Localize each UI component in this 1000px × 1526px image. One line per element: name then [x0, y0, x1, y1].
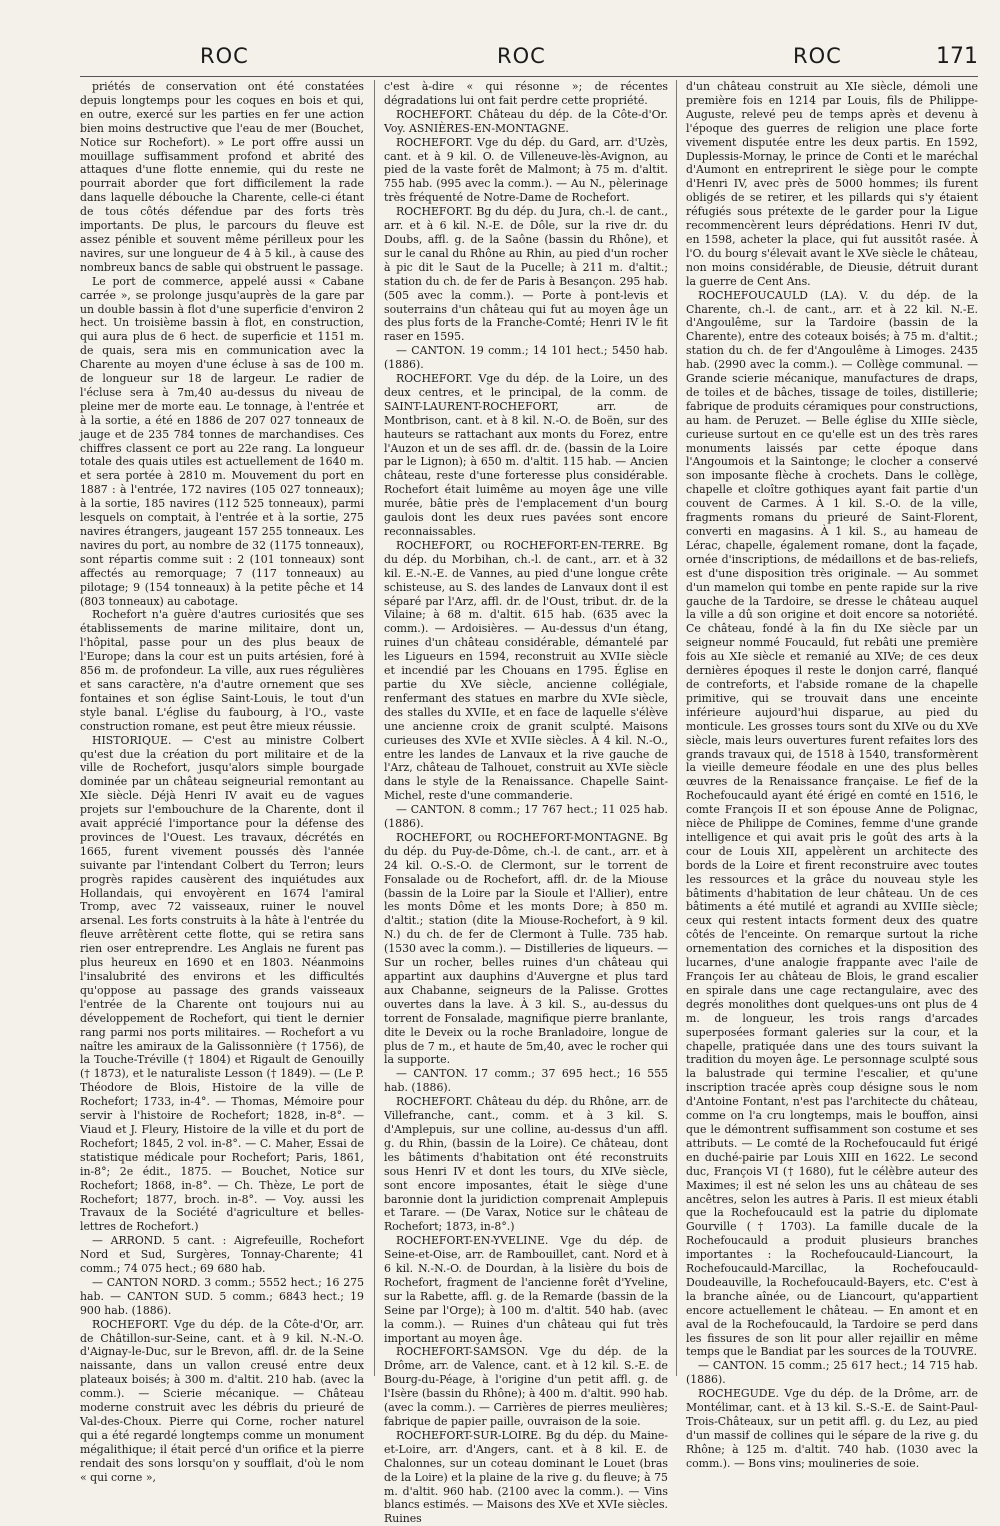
entry: ROCHEFORT. Bg du dép. du Jura, ch.-l. de cant., arr. et à 6 kil. N.-E. de Dôle, sur la rive dr. du Doubs, affl. g. de la Saône (bassin du Rhône), et sur le canal du Rhône au Rhin, au pied d'un rocher à pic dit le Saut de la Pucelle; à 211 m. d'altit.; station du ch. de fer de Paris à Besançon. 295 hab. (505 avec la comm.). — Porte à pont-levis et souterrains d'un château qui fut au moyen âge un des plus forts de la Franche-Comté; Henri IV le fit raser en 1595. [384, 205, 668, 344]
paragraph: HISTORIQUE. — C'est au ministre Colbert qu'est due la création du port militaire et de la ville de Rochefort, jusqu'alors simple bourgade dominée par un château seigneurial remontant au XIe siècle. Déjà Henri IV avait eu de vagues projets sur l'embouchure de la Charente, dont il avait apprécié l'importance pour la défense des provinces de l'Ouest. Les travaux, décrétés en 1665, furent vivement poussés dès l'année suivante par l'intendant Colbert du Terron; leurs progrès rapides causèrent des inquiétudes aux Hollandais, qui envoyèrent en 1674 l'amiral Tromp, avec 72 vaisseaux, ruiner le nouvel arsenal. Les forts construits à la hâte à l'entrée du fleuve arrêtèrent cette flotte, qui se retira sans rien oser entreprendre. Les Anglais ne furent pas plus heureux en 1690 et en 1803. Néanmoins l'insalubrité des environs et les difficultés qu'oppose au passage des grands vaisseaux l'entrée de la Charente ont toujours nui au développement de Rochefort, qui tient le dernier rang parmi nos ports militaires. — Rochefort a vu naître les amiraux de la Galissonnière († 1756), de la Touche-Tréville († 1804) et Rigault de Genouilly († 1873), et le naturaliste Lesson († 1849). — (Le P. Théodore de Blois, Histoire de la ville de Rochefort; 1733, in-4°. — Thomas, Mémoire pour servir à l'histoire de Rochefort; 1828, in-8°. — Viaud et J. Fleury, Histoire de la ville et du port de Rochefort; 1845, 2 vol. in-8°. — C. Maher, Essai de statistique médicale pour Rochefort; Paris, 1861, in-8°; 2e édit., 1875. — Bouchet, Notice sur Rochefort; 1868, in-8°. — Ch. Thèze, Le port de Rochefort; 1877, broch. in-8°. — Voy. aussi les Travaux de la Société d'agriculture et belles-lettres de Rochefort.) [80, 733, 364, 1234]
canton-stats: — CANTON. 8 comm.; 17 767 hect.; 11 025 hab. (1886). [384, 803, 668, 831]
column-divider [374, 80, 375, 1376]
entry: ROCHEGUDE. Vge du dép. de la Drôme, arr. de Montélimar, cant. et à 13 kil. S.-S.-E. de Saint-Paul-Trois-Châteaux, sur un petit affl. g. du Lez, au pied d'un massif de collines qui le sépare de la rive g. du Rhône; à 125 m. d'altit. 740 hab. (1030 avec la comm.). — Bons vins; moulineries de soie. [686, 1387, 978, 1470]
paragraph: Rochefort n'a guère d'autres curiosités que ses établissements de marine militaire, dont un, l'hôpital, passe pour un des plus beaux de l'Europe; dans la cour est un puits artésien, foré à 856 m. de profondeur. La ville, aux rues régulières et sans caractère, n'a d'autre ornement que ses fontaines et son église Saint-Louis, le tout d'un style banal. L'église du faubourg, à l'O., vaste construction romane, est peut être mieux réussie. [80, 608, 364, 733]
entry: ROCHEFORT, ou ROCHEFORT-EN-TERRE. Bg du dép. du Morbihan, ch.-l. de cant., arr. et à 32 kil. E.-N.-E. de Vannes, au pied d'une longue crête schisteuse, au S. des landes de Lanvaux dont il est séparé par l'Arz, affl. dr. de l'Oust, tribut. dr. de la Vilaine; à 68 m. d'altit. 615 hab. (635 avec la comm.). — Ardoisières. — Au-dessus d'un étang, ruines d'un château considérable, démantelé par les Ligueurs en 1594, reconstruit au XVIIe siècle et incendié par les Chouans en 1795. Église en partie du XVe siècle, ancienne collégiale, renfermant des statues en marbre du XVIe siècle, des stalles du XVIIe, et en face de laquelle s'élève une ancienne croix de granit sculpté. Maisons curieuses des XVIe et XVIIe siècles. À 4 kil. N.-O., entre les landes de Lanvaux et la rive gauche de l'Arz, château de Talhouet, construit au XVIe siècle dans le style de la Renaissance. Chapelle Saint-Michel, reste d'une commanderie. [384, 538, 668, 803]
canton-stats: — CANTON. 15 comm.; 25 617 hect.; 14 715 hab. (1886). [686, 1359, 978, 1387]
entry: ROCHEFORT-EN-YVELINE. Vge du dép. de Seine-et-Oise, arr. de Rambouillet, cant. Nord et à 6 kil. N.-N.-O. de Dourdan, à la lisière du bois de Rochefort, fragment de l'ancienne forêt d'Yveline, sur la Rabette, affl. g. de la Remarde (bassin de la Seine par l'Orge); à 100 m. d'altit. 540 hab. (avec la comm.). — Ruines d'un château qui fut très important au moyen âge. [384, 1234, 668, 1345]
entry: ROCHEFORT-SUR-LOIRE. Bg du dép. du Maine-et-Loire, arr. d'Angers, cant. et à 8 kil. E. de Chalonnes, sur un coteau dominant le Louet (bras de la Loire) et la plaine de la rive g. du fleuve; à 75 m. d'altit. 960 hab. (2100 avec la comm.). — Vins blancs estimés. — Maisons des XVe et XVIe siècles. Ruines [384, 1428, 668, 1526]
running-head-right: ROC [793, 44, 842, 68]
header-rule [80, 76, 978, 77]
column-3 [686, 80, 978, 1470]
entry: ROCHEFORT. Vge du dép. du Gard, arr. d'Uzès, cant. et à 9 kil. O. de Villeneuve-lès-Avignon, au pied de la vaste forêt de Malmont; à 75 m. d'altit. 755 hab. (995 avec la comm.). — Au N., pèlerinage très fréquenté de Notre-Dame de Rochefort. [384, 135, 668, 205]
entry: ROCHEFORT. Château du dép. du Rhône, arr. de Villefranche, cant., comm. et à 3 kil. S. d'Amplepuis, sur une colline, au-dessus d'un affl. g. du Rhin, (bassin de la Loire). Ce château, dont les bâtiments d'habitation ont été reconstruits sous Henri IV et dont les tours, du XIVe siècle, sont encore imposantes, était le siège d'une baronnie dont la juridiction comprenait Amplepuis et Tarare. — (De Varax, Notice sur le château de Rochefort; 1873, in-8°.) [384, 1095, 668, 1234]
column-2 [384, 80, 668, 1526]
entry: ROCHEFORT, ou ROCHEFORT-MONTAGNE. Bg du dép. du Puy-de-Dôme, ch.-l. de cant., arr. et à 24 kil. O.-S.-O. de Clermont, sur le torrent de Fonsalade ou de Rochefort, affl. dr. de la Miouse (bassin de la Loire par la Sioule et l'Allier), entre les monts Dôme et les monts Dore; à 850 m. d'altit.; station (dite la Miouse-Rochefort, à 9 kil. N.) du ch. de fer de Clermont à Tulle. 735 hab. (1530 avec la comm.). — Distilleries de liqueurs. — Sur un rocher, belles ruines d'un château qui appartint aux dauphins d'Auvergne et plus tard aux Chabanne, seigneurs de la Palisse. Grottes ouvertes dans la lave. À 3 kil. S., au-dessus du torrent de Fonsalade, magnifique pierre branlante, dite le Deveix ou la roche Branladoire, longue de plus de 7 m., et haute de 5m,40, avec le rocher qui la supporte. [384, 830, 668, 1067]
text-columns [80, 80, 978, 1526]
page-number: 171 [936, 44, 978, 69]
paragraph: Le port de commerce, appelé aussi « Cabane carrée », se prolonge jusqu'auprès de la gare par un double bassin à flot d'une superficie d'environ 2 hect. Un troisième bassin à flot, en construction, qui aura plus de 6 hect. de superficie et 1151 m. de quais, sera mis en communication avec la Charente au moyen d'une écluse à sas de 100 m. de longueur sur 18 de largeur. Le radier de l'écluse sera à 7m,40 au-dessus du niveau de pleine mer de morte eau. Le tonnage, à l'entrée et à la sortie, a été en 1886 de 207 027 tonneaux de jauge et de 235 784 tonnes de marchandises. Ces chiffres classent ce port au 22e rang. La longueur totale des quais utiles est actuellement de 1640 m. et sera portée à 2810 m. Mouvement du port en 1887 : à l'entrée, 172 navires (105 027 tonneaux); à la sortie, 185 navires (112 525 tonneaux), parmi lesquels on comptait, à l'entrée et à la sortie, 275 navires étrangers, jaugeant 157 255 tonneaux. Les navires du port, au nombre de 32 (1175 tonneaux), sont répartis comme suit : 2 (101 tonneaux) sont affectés au remorquage; 7 (117 tonneaux) au pilotage; 9 (154 tonneaux) à la petite pêche et 14 (803 tonneaux) au cabotage. [80, 274, 364, 608]
paragraph: — CANTON NORD. 3 comm.; 5552 hect.; 16 275 hab. — CANTON SUD. 5 comm.; 6843 hect.; 19 900 hab. (1886). [80, 1275, 364, 1317]
running-head-left: ROC [200, 44, 249, 68]
paragraph: c'est à-dire « qui résonne »; de récentes dégradations lui ont fait perdre cette propriété. [384, 80, 668, 107]
entry: ROCHEFORT-SAMSON. Vge du dép. de la Drôme, arr. de Valence, cant. et à 12 kil. S.-E. de Bourg-du-Péage, à l'origine d'un petit affl. g. de l'Isère (bassin du Rhône); à 400 m. d'altit. 990 hab. (avec la comm.). — Carrières de pierres meulières; fabrique de papier paille, ouvraison de la soie. [384, 1345, 668, 1428]
running-head [0, 44, 1000, 74]
entry: ROCHEFOUCAULD (LA). V. du dép. de la Charente, ch.-l. de cant., arr. et à 22 kil. N.-E. d'Angoulême, sur la Tardoire (bassin de la Charente), entre des coteaux boisés; à 75 m. d'altit.; station du ch. de fer d'Angoulême à Limoges. 2435 hab. (2990 avec la comm.). — Collège communal. — Grande scierie mécanique, manufactures de draps, de toiles et de bâches, tissage de toiles, distillerie; fabrique de produits céramiques pour constructions, au ham. de Peruzet. — Belle église du XIIIe siècle, curieuse surtout en ce qu'elle est un des très rares monuments laissés par cette époque dans l'Angoumois et la Saintonge; le clocher a conservé son imposante flèche à crochets. Dans le collège, chapelle et cloître gothiques ayant fait partie d'un couvent de Carmes. À 1 kil. S.-O. de la ville, fragments romans du prieuré de Saint-Florent, converti en magasins. À 1 kil. S., au hameau de Lérac, chapelle, également romane, dont la façade, ornée d'inscriptions, de médaillons et de bas-reliefs, est d'une disposition très originale. — Au sommet d'un mamelon qui tombe en pente rapide sur la rive gauche de la Tardoire, se dresse le château auquel la ville a dû son origine et doit encore sa notoriété. Ce château, fondé à la fin du IXe siècle par un seigneur nommé Foucauld, fut rebâti une première fois au XIe siècle et remanié au XIVe; de ces deux dernières époques il reste le donjon carré, flanqué de contreforts, et l'abside romane de la chapelle primitive, qui se trouvait dans une enceinte inférieure aujourd'hui disparue, au pied du monticule. Les grosses tours sont du XIVe ou du XVe siècle, mais leurs ouvertures furent refaites lors des grands travaux qui, de 1518 à 1540, transformèrent la vieille demeure féodale en une des plus belles œuvres de la Renaissance française. Le fief de la Rochefoucauld ayant été érigé en comté en 1516, le comte François II et son épouse Anne de Polignac, nièce de Philippe de Comines, femme d'une grande intelligence et qui avait pris le goût des arts à la cour de Louis XII, appelèrent un architecte des bords de la Loire et firent reconstruire avec toutes les ressources et la grâce du nouveau style les bâtiments d'habitation de leur château. Un de ces bâtiments a été mutilé et agrandi au XVIIIe siècle; ceux qui restent intacts forment deux des quatre côtés de l'enceinte. On remarque surtout la riche ornementation des corniches et la disposition des lucarnes, d'une analogie frappante avec l'aile de François Ier au château de Blois, le grand escalier en spirale dans une cage rectangulaire, avec des degrés monolithes dont quelques-uns ont plus de 4 m. de longueur, les trois rangs d'arcades superposées formant galeries sur la cour, et la chapelle, pratiquée dans une des tours suivant la tradition du moyen âge. Le personnage sculpté sous la balustrade qui termine l'escalier, et qu'une inscription tracée après coup désigne sous le nom d'Antoine Fontant, n'est pas l'architecte du château, comme on l'a cru longtemps, mais le bouffon, ainsi que le démontrent suffisamment son costume et ses attributs. — Le comté de la Rochefoucauld fut érigé en duché-pairie par Louis XIII en 1622. Le second duc, François VI († 1680), fut le célèbre auteur des Maximes; il est né selon les uns au château de ses ancêtres, selon les autres à Paris. Il est mieux établi que la Rochefoucauld est la patrie du diplomate Gourville († 1703). La famille ducale de la Rochefoucauld a produit plusieurs branches importantes : la Rochefoucauld-Liancourt, la Rochefoucauld-Marcillac, la Rochefoucauld-Doudeauville, la Rochefoucauld-Bayers, etc. C'est à la branche aînée, ou de Liancourt, qu'appartient encore actuellement le château. — En amont et en aval de la Rochefoucauld, la Tardoire se perd dans les fissures de son lit pour aller rejaillir en même temps que le Bandiat par les sources de la TOUVRE. [686, 288, 978, 1359]
entry: ROCHEFORT. Château du dép. de la Côte-d'Or. Voy. ASNIÈRES-EN-MONTAGNE. [384, 107, 668, 135]
paragraph: — ARROND. 5 cant. : Aigrefeuille, Rochefort Nord et Sud, Surgères, Tonnay-Charente; 41 comm.; 74 075 hect.; 69 680 hab. [80, 1234, 364, 1276]
canton-stats: — CANTON. 17 comm.; 37 695 hect.; 16 555 hab. (1886). [384, 1067, 668, 1095]
paragraph: d'un château construit au XIe siècle, démoli une première fois en 1214 par Louis, fils de Philippe-Auguste, relevé peu de temps après et devenu à l'époque des guerres de religion une place forte vivement disputée entre les deux partis. En 1592, Duplessis-Mornay, le prince de Conti et le maréchal d'Aumont en entreprirent le siège pour le compte d'Henri IV, avec près de 5000 hommes; ils furent obligés de se retirer, et les pillards qui s'y étaient réfugiés sous prétexte de le garder pour la Ligue recommencèrent leurs déprédations. Henri IV dut, en 1598, acheter la place, qui fut aussitôt rasée. À l'O. du bourg s'élevait avant le XVe siècle le château, non moins considérable, de Dieusie, détruit durant la guerre de Cent Ans. [686, 80, 978, 288]
entry-rochefort-cote-dor: ROCHEFORT. Vge du dép. de la Côte-d'Or, arr. de Châtillon-sur-Seine, cant. et à 9 kil. N.-N.-O. d'Aignay-le-Duc, sur le Brevon, affl. dr. de la Seine naissante, dans un vallon creusé entre deux plateaux boisés; à 300 m. d'altit. 210 hab. (avec la comm.). — Scierie mécanique. — Château moderne construit avec les débris du prieuré de Val-des-Choux. Pierre qui Corne, rocher naturel qui a été regardé longtemps comme un monument mégalithique; il était percé d'un orifice et la pierre rendait des sons lorsqu'on y soufflait, d'où le nom « qui corne », [80, 1317, 364, 1484]
column-divider [676, 80, 677, 1376]
running-head-center: ROC [497, 44, 546, 68]
canton-stats: — CANTON. 19 comm.; 14 101 hect.; 5450 hab. (1886). [384, 344, 668, 372]
entry: ROCHEFORT. Vge du dép. de la Loire, un des deux centres, et le principal, de la comm. de SAINT-LAURENT-ROCHEFORT, arr. de Montbrison, cant. et à 8 kil. N.-O. de Boën, sur des hauteurs se rattachant aux monts du Forez, entre l'Auzon et un de ses affl. dr. de. (bassin de la Loire par le Lignon); à 650 m. d'altit. 115 hab. — Ancien château, reste d'une forteresse plus considérable. Rochefort était luimême au moyen âge une ville murée, bâtie près de l'emplacement d'un bourg gaulois dont les deux rues pavées sont encore reconnaissables. [384, 372, 668, 538]
column-1 [80, 80, 364, 1484]
paragraph: priétés de conservation ont été constatées depuis longtemps pour les coques en bois et qui, en outre, exercé sur les parties en fer une action bien moins destructive que l'eau de mer (Bouchet, Notice sur Rochefort). » Le port offre aussi un mouillage suffisamment profond et abrité des attaques d'une flotte ennemie, qui du reste ne pourrait aborder que fort difficilement la rade dans laquelle débouche la Charente, celle-ci étant de tous côtés défendue par des forts très importants. De plus, le parcours du fleuve est assez pénible et souvent même périlleux pour les navires, sur une longueur de 4 à 5 kil., à cause des nombreux bancs de sable qui obstruent le passage. [80, 80, 364, 274]
